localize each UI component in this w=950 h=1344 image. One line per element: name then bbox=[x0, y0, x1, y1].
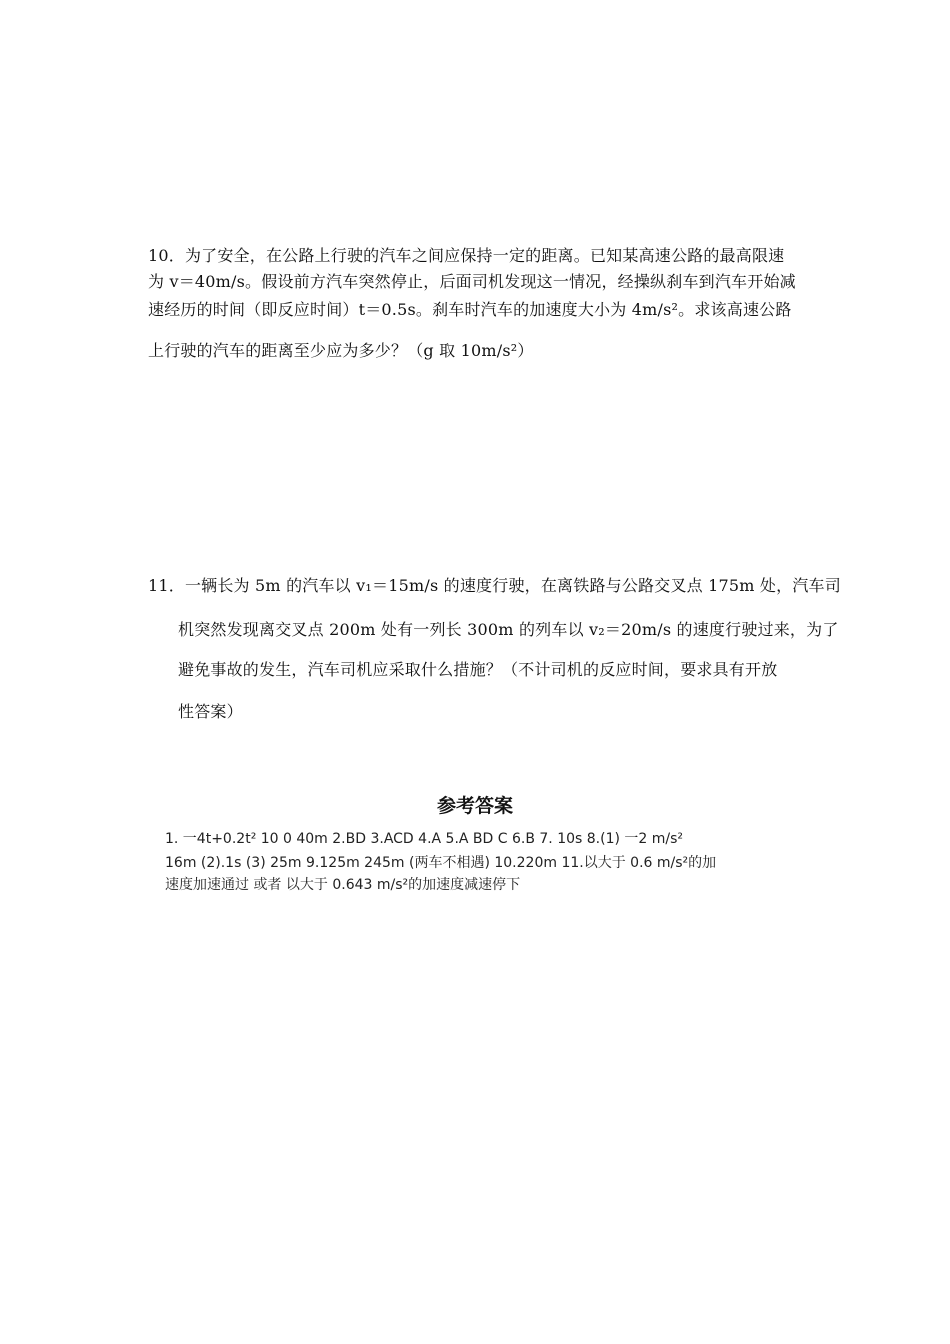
question-10-line-2: 为 v＝40m/s。假设前方汽车突然停止，后面司机发现这一情况，经操纵刹车到汽车开始减 bbox=[148, 272, 796, 291]
answers-line-3: 速度加速通过 或者 以大于 0.643 m/s²的加速度减速停下 bbox=[165, 877, 521, 893]
question-10-line-3: 速经历的时间（即反应时间）t＝0.5s。刹车时汽车的加速度大小为 4m/s²。求该高速公路 bbox=[148, 300, 792, 319]
question-10-line-4: 上行驶的汽车的距离至少应为多少？（g 取 10m/s²） bbox=[148, 341, 534, 360]
question-11-line-1: 11．一辆长为 5m 的汽车以 v₁＝15m/s 的速度行驶，在离铁路与公路交叉点 175m 处，汽车司 bbox=[148, 576, 841, 595]
answers-line-2: 16m (2).1s (3) 25m 9.125m 245m (两车不相遇) 10.220m 11.以大于 0.6 m/s²的加 bbox=[165, 855, 717, 871]
question-10-line-1: 10．为了安全，在公路上行驶的汽车之间应保持一定的距离。已知某高速公路的最高限速 bbox=[148, 246, 785, 265]
answers-line-1: 1. 一4t+0.2t² 10 0 40m 2.BD 3.ACD 4.A 5.A BD C 6.B 7. 10s 8.(1) 一2 m/s² bbox=[165, 831, 684, 847]
question-11-line-2: 机突然发现离交叉点 200m 处有一列长 300m 的列车以 v₂＝20m/s 的速度行驶过来，为了 bbox=[178, 620, 839, 639]
answers-title: 参考答案 bbox=[436, 795, 513, 817]
question-11-line-3: 避免事故的发生，汽车司机应采取什么措施？（不计司机的反应时间，要求具有开放 bbox=[178, 660, 778, 679]
question-11-line-4: 性答案） bbox=[178, 702, 243, 721]
